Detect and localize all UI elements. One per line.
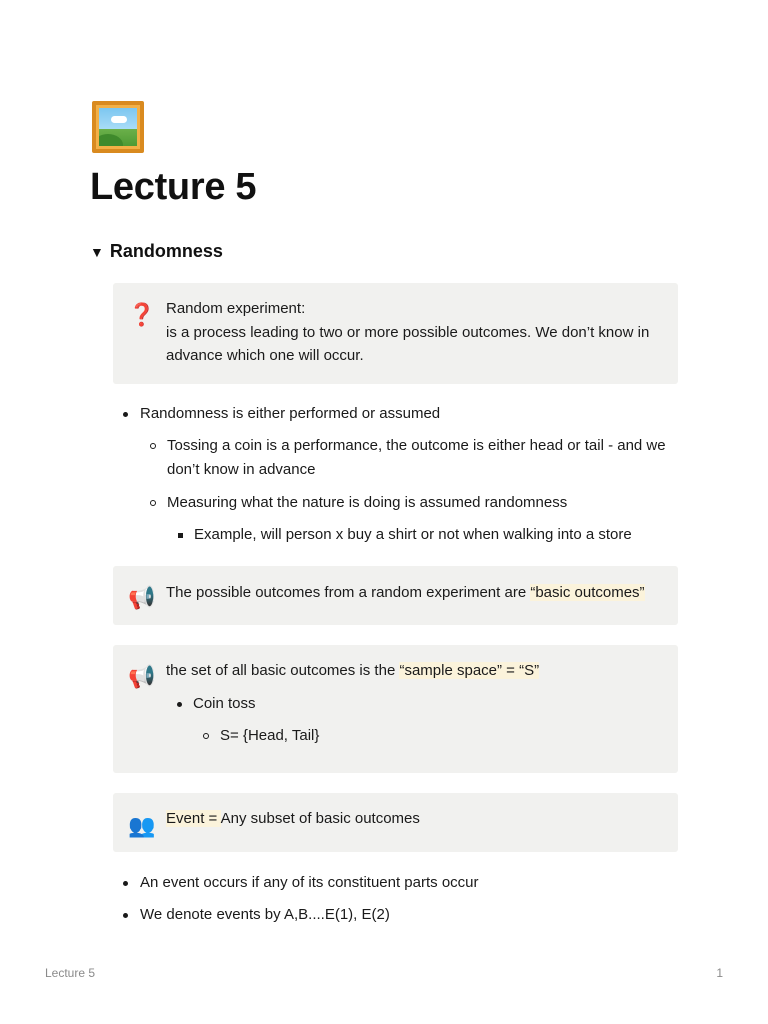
list-item-text: Measuring what the nature is doing is assumed randomness	[167, 494, 568, 511]
callout-random-experiment	[113, 283, 678, 384]
triangle-down-icon[interactable]: ▼	[90, 243, 104, 260]
toggle-label: Randomness	[109, 241, 223, 261]
callout-text: Any subset of basic outcomes	[220, 810, 420, 827]
page-number: 1	[716, 966, 723, 980]
callout-event	[113, 793, 678, 852]
list-item-text: Example, will person x buy a shirt or not when walking into a store	[194, 526, 632, 543]
callout-line: Random experiment:	[166, 300, 306, 317]
callout-body	[166, 581, 662, 605]
bullet-dot	[123, 412, 128, 417]
callout-sample-space	[113, 645, 678, 773]
bullet-circle	[150, 443, 156, 449]
callout-text: The possible outcomes from a random experiment are	[166, 584, 531, 601]
cloud-shape	[111, 116, 127, 123]
bullet-square	[178, 533, 183, 538]
list-item-text: We denote events by A,B....E(1), E(2)	[140, 906, 390, 923]
list-item	[167, 434, 677, 481]
list-item-text: Randomness is either performed or assumed	[140, 405, 441, 422]
picture-frame-image	[99, 108, 137, 146]
list-item	[140, 903, 680, 927]
list-item-text: An event occurs if any of its constituent parts occur	[140, 874, 479, 891]
callout-line: is a process leading to two or more possible outcomes. We don’t know in advance which one will occur.	[166, 323, 650, 364]
megaphone-icon: 📢	[128, 585, 156, 610]
callout-body	[166, 297, 662, 368]
highlighted-text: Event =	[166, 810, 221, 827]
list-item	[167, 491, 677, 515]
question-mark-icon: ❓	[128, 302, 156, 327]
bullet-circle	[150, 500, 156, 506]
highlighted-text: “basic outcomes”	[530, 584, 645, 601]
list-item-text: Coin toss	[193, 695, 256, 712]
list-item	[140, 871, 680, 895]
list-item	[140, 402, 680, 426]
megaphone-icon: 📢	[128, 664, 156, 689]
bullet-circle	[203, 733, 209, 739]
people-icon: 👥	[128, 813, 156, 838]
callout-text: the set of all basic outcomes is the	[166, 662, 400, 679]
list-item	[193, 692, 643, 716]
bullet-dot	[177, 702, 182, 707]
highlighted-text: “sample space” = “S”	[399, 662, 540, 679]
list-item-text: Tossing a coin is a performance, the outcome is either head or tail - and we don’t know in advance	[167, 437, 666, 478]
list-item-text: S= {Head, Tail}	[220, 727, 320, 744]
callout-body	[166, 807, 662, 831]
page-title: Lecture 5	[90, 166, 257, 208]
bullet-dot	[123, 913, 128, 918]
hill-shape	[99, 134, 123, 146]
toggle-randomness[interactable]	[90, 241, 223, 262]
bullet-dot	[123, 881, 128, 886]
list-item	[194, 523, 678, 547]
list-item	[220, 724, 640, 748]
callout-body	[166, 659, 662, 683]
callout-basic-outcomes	[113, 566, 678, 625]
framed-picture-icon[interactable]	[92, 101, 144, 153]
footer-title: Lecture 5	[45, 966, 96, 980]
